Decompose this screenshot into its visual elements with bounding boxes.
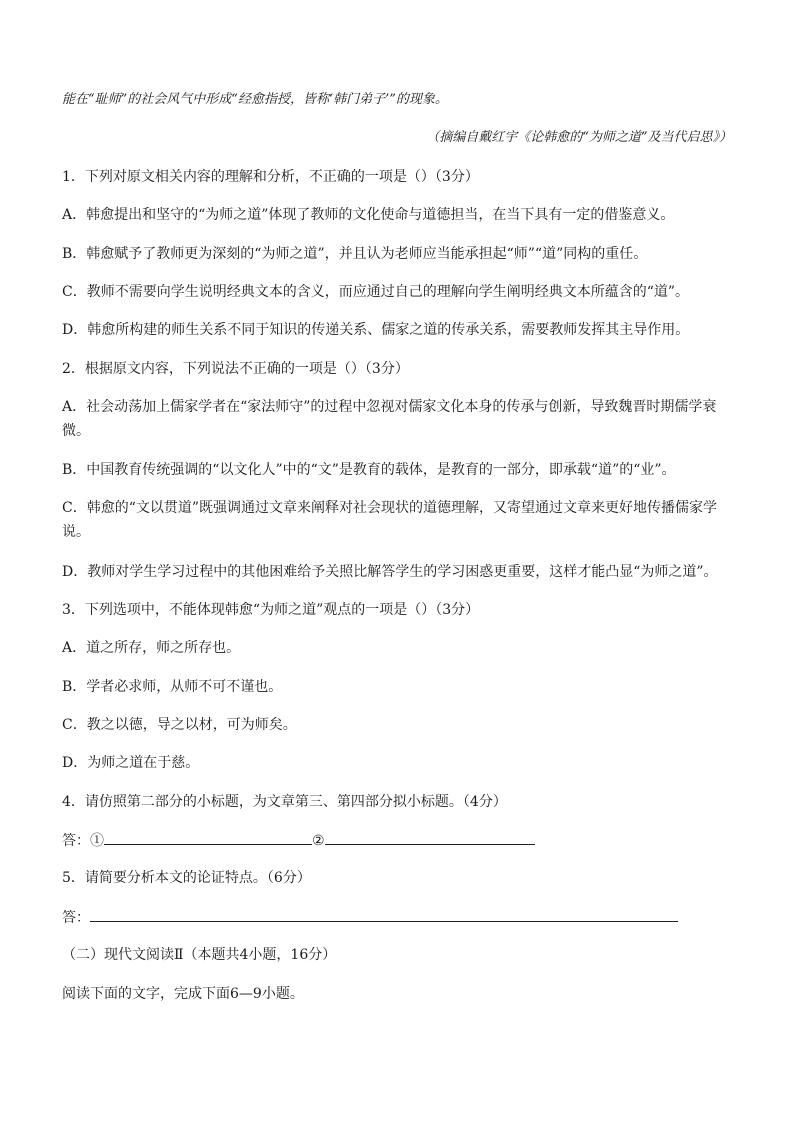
q3-option-b: B．学者必求师，从师不可不谨也。 [62,679,283,695]
answer-label: 答： [62,833,90,849]
answer-label: 答： [62,910,90,926]
q5-answer-row [62,905,732,930]
q4-blank-1[interactable] [104,828,312,845]
question-3-stem: 3．下列选项中，不能体现韩愈“为师之道”观点的一项是（）（3分） [62,602,480,618]
q1-option-b: B．韩愈赋予了教师更为深刻的“为师之道”，并且认为老师应当能承担起“师”“道”同构的重任。 [62,246,648,262]
question-1-stem: 1．下列对原文相关内容的理解和分析，不正确的一项是（）（3分） [62,169,479,185]
source-citation: （摘编自戴红宇《论韩愈的“为师之道”及当代启思》） [426,130,732,145]
q2-option-b: B．中国教育传统强调的“以文化人”中的“文”是教育的载体，是教育的一部分，即承载“道”的“业”。 [62,462,676,478]
q1-option-c: C．教师不需要向学生说明经典文本的含义，而应通过自己的理解向学生阐明经典文本所蕴含的“道”。 [62,284,690,300]
question-4-stem: 4．请仿照第二部分的小标题，为文章第三、第四部分拟小标题。（4分） [62,794,507,810]
circle-2-label: ② [312,833,325,849]
circle-1-label: ① [90,833,104,849]
q2-option-d: D．教师对学生学习过程中的其他困难给予关照比解答学生的学习困惑更重要，这样才能凸显“为师之道”。 [62,564,718,580]
q1-option-d: D．韩愈所构建的师生关系不同于知识的传递关系、儒家之道的传承关系，需要教师发挥其主导作用。 [62,322,690,338]
question-2-stem: 2．根据原文内容，下列说法不正确的一项是（）（3分） [62,361,409,377]
q2-option-a: A．社会动荡加上儒家学者在“家法师守”的过程中忽视对儒家文化本身的传承与创新，导致魏晋时期儒学衰微。 [62,399,717,439]
q4-answer-row [62,828,732,853]
question-5-stem: 5．请简要分析本文的论证特点。（6分） [62,870,311,886]
reading-instruction: 阅读下面的文字，完成下面6—9小题。 [62,986,304,1002]
q3-option-c: C．教之以德，导之以材，可为师矣。 [62,717,297,733]
q2-option-c: C．韩愈的“文以贯道”既强调通过文章来阐释对社会现状的道德理解，又寄望通过文章来更好地传播儒家学说。 [62,500,718,540]
q3-option-d: D．为师之道在于慈。 [62,755,200,771]
intro-line: 能在“耻师”的社会风气中形成“经愈指授，皆称‘韩门弟子’”的现象。 [62,92,448,107]
q1-option-a: A．韩愈提出和坚守的“为师之道”体现了教师的文化使命与道德担当，在当下具有一定的借鉴意义。 [62,207,675,223]
section-heading: （二）现代文阅读Ⅱ（本题共4小题，16分） [62,947,337,963]
q5-blank[interactable] [90,905,678,922]
q3-option-a: A．道之所存，师之所存也。 [62,640,241,656]
q4-blank-2[interactable] [325,828,535,845]
